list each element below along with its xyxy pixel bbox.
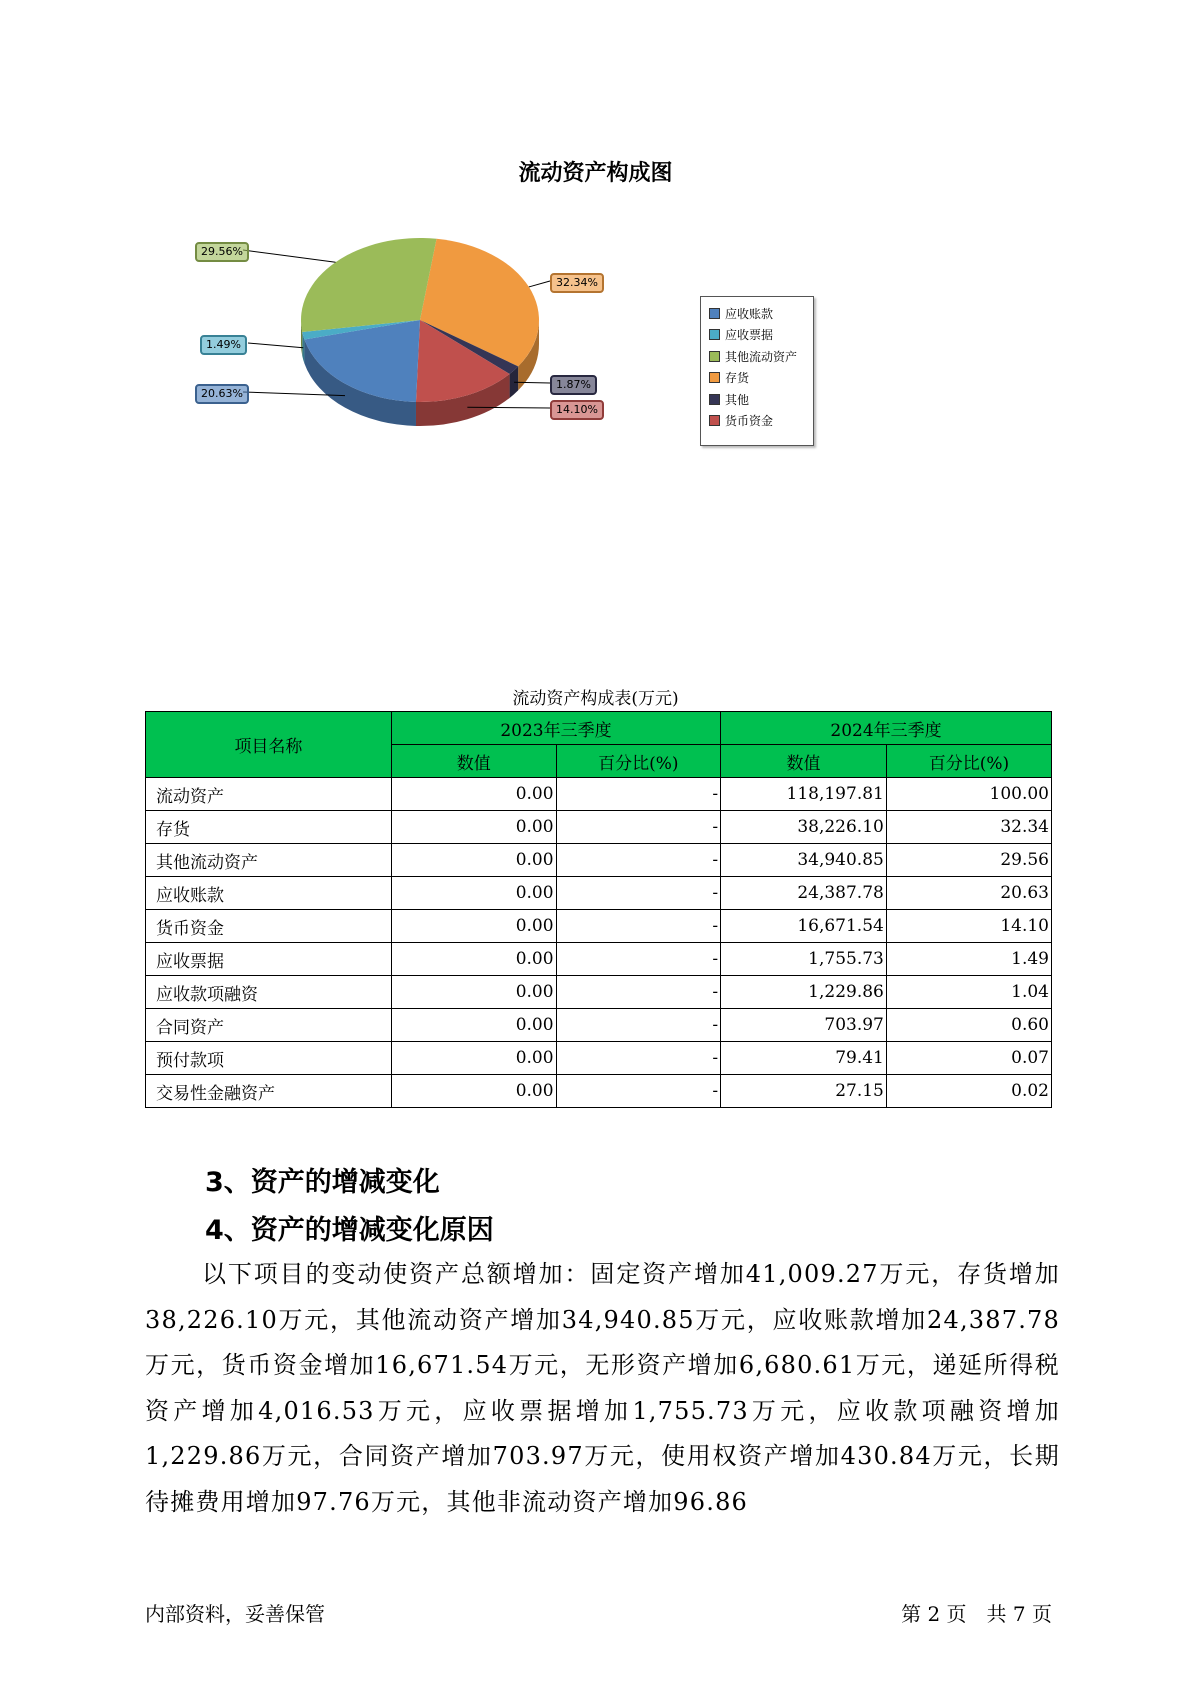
cell-pct-2024: 0.60 (886, 1009, 1051, 1042)
legend-label: 存货 (725, 371, 750, 385)
cell-value-2023: 0.00 (391, 1042, 556, 1075)
header-pct-2023: 百分比(%) (556, 745, 721, 778)
cell-value-2023: 0.00 (391, 910, 556, 943)
cell-item-name: 合同资产 (146, 1009, 392, 1042)
cell-pct-2023: - (556, 877, 721, 910)
body-paragraph: 以下项目的变动使资产总额增加：固定资产增加41,009.27万元，存货增加38,226.10万元，其他流动资产增加34,940.85万元，应收账款增加24,387.78万元，货币资金增加16,671.54万元，无形资产增加6,680.61万元，递延所得税资产增加4,016.53万元，应收票据增加1,755.73万元，应收款项融资增加1,229.86万元，合同资产增加703.97万元，使用权资产增加430.84万元，长期待摊费用增加97.76万元，其他非流动资产增加96.86 (145, 1260, 1060, 1516)
cell-pct-2023: - (556, 1042, 721, 1075)
cell-pct-2023: - (556, 1009, 721, 1042)
table-body (146, 778, 1052, 1108)
legend-label: 应收票据 (725, 328, 774, 342)
table-row (146, 910, 1052, 943)
cell-value-2024: 16,671.54 (721, 910, 887, 943)
legend-item (709, 305, 773, 321)
legend-item (709, 348, 797, 364)
cell-value-2023: 0.00 (391, 811, 556, 844)
legend-item (709, 413, 773, 429)
table-row (146, 778, 1052, 811)
cell-pct-2024: 0.07 (886, 1042, 1051, 1075)
cell-value-2024: 27.15 (721, 1075, 887, 1108)
pie-data-label: 1.49% (200, 335, 247, 355)
cell-value-2024: 703.97 (721, 1009, 887, 1042)
table-title: 流动资产构成表(万元) (512, 689, 679, 709)
cell-pct-2024: 20.63 (886, 877, 1051, 910)
heading-asset-change: 3、资产的增减变化 (205, 1167, 440, 1198)
pie-data-label: 20.63% (195, 384, 249, 404)
legend-swatch (709, 372, 720, 383)
header-value-2024: 数值 (721, 745, 887, 778)
cell-item-name: 其他流动资产 (146, 844, 392, 877)
cell-pct-2024: 29.56 (886, 844, 1051, 877)
cell-value-2023: 0.00 (391, 1009, 556, 1042)
footer-page-number: 第 2 页 共 7 页 (901, 1602, 1052, 1626)
legend-swatch (709, 329, 720, 340)
table-row (146, 943, 1052, 976)
cell-value-2023: 0.00 (391, 1075, 556, 1108)
cell-value-2024: 1,229.86 (721, 976, 887, 1009)
cell-item-name: 应收账款 (146, 877, 392, 910)
legend-label: 货币资金 (725, 414, 774, 428)
table-row (146, 844, 1052, 877)
legend-label: 应收账款 (725, 306, 774, 321)
cell-pct-2024: 1.49 (886, 943, 1051, 976)
leader-line (248, 343, 303, 348)
table-row (146, 976, 1052, 1009)
asset-table (145, 711, 1052, 1108)
legend-item (709, 370, 749, 386)
cell-item-name: 货币资金 (146, 910, 392, 943)
legend-swatch (709, 415, 720, 426)
legend-swatch (709, 351, 720, 362)
heading-asset-change-reason: 4、资产的增减变化原因 (205, 1215, 494, 1246)
chart-title: 流动资产构成图 (518, 161, 673, 186)
legend-label: 其他流动资产 (725, 349, 798, 364)
cell-value-2024: 34,940.85 (721, 844, 887, 877)
table-row (146, 811, 1052, 844)
header-value-2023: 数值 (391, 745, 556, 778)
legend-swatch (709, 308, 720, 319)
cell-value-2024: 1,755.73 (721, 943, 887, 976)
pie-data-label: 14.10% (550, 400, 604, 420)
header-period-2023: 2023年三季度 (391, 712, 720, 745)
cell-value-2024: 118,197.81 (721, 778, 887, 811)
pie-data-label: 32.34% (550, 273, 604, 293)
cell-value-2024: 38,226.10 (721, 811, 887, 844)
pie-data-label: 29.56% (195, 242, 249, 262)
cell-item-name: 交易性金融资产 (146, 1075, 392, 1108)
cell-item-name: 应收款项融资 (146, 976, 392, 1009)
cell-pct-2023: - (556, 844, 721, 877)
cell-pct-2023: - (556, 910, 721, 943)
cell-value-2023: 0.00 (391, 943, 556, 976)
cell-item-name: 应收票据 (146, 943, 392, 976)
legend-item (709, 327, 773, 343)
legend-item (709, 391, 749, 407)
table-row (146, 1042, 1052, 1075)
leader-line (243, 250, 336, 262)
table-row (146, 877, 1052, 910)
legend-label: 其他 (725, 392, 750, 407)
cell-pct-2024: 14.10 (886, 910, 1051, 943)
chart-legend (700, 296, 814, 446)
header-item-name: 项目名称 (146, 712, 392, 778)
cell-value-2023: 0.00 (391, 976, 556, 1009)
cell-pct-2024: 1.04 (886, 976, 1051, 1009)
cell-pct-2024: 0.02 (886, 1075, 1051, 1108)
legend-swatch (709, 394, 720, 405)
cell-value-2023: 0.00 (391, 844, 556, 877)
cell-pct-2023: - (556, 943, 721, 976)
cell-value-2024: 24,387.78 (721, 877, 887, 910)
footer-confidential: 内部资料，妥善保管 (145, 1602, 325, 1626)
cell-item-name: 存货 (146, 811, 392, 844)
cell-item-name: 流动资产 (146, 778, 392, 811)
cell-pct-2024: 32.34 (886, 811, 1051, 844)
cell-item-name: 预付款项 (146, 1042, 392, 1075)
table-row (146, 1009, 1052, 1042)
table-row (146, 1075, 1052, 1108)
cell-pct-2023: - (556, 1075, 721, 1108)
cell-pct-2023: - (556, 778, 721, 811)
header-period-2024: 2024年三季度 (721, 712, 1052, 745)
cell-pct-2023: - (556, 811, 721, 844)
cell-value-2024: 79.41 (721, 1042, 887, 1075)
cell-pct-2023: - (556, 976, 721, 1009)
leader-line (529, 281, 550, 287)
cell-value-2023: 0.00 (391, 778, 556, 811)
cell-value-2023: 0.00 (391, 877, 556, 910)
pie-data-label: 1.87% (550, 375, 597, 395)
pie-slice (301, 238, 437, 332)
cell-pct-2024: 100.00 (886, 778, 1051, 811)
header-pct-2024: 百分比(%) (886, 745, 1051, 778)
